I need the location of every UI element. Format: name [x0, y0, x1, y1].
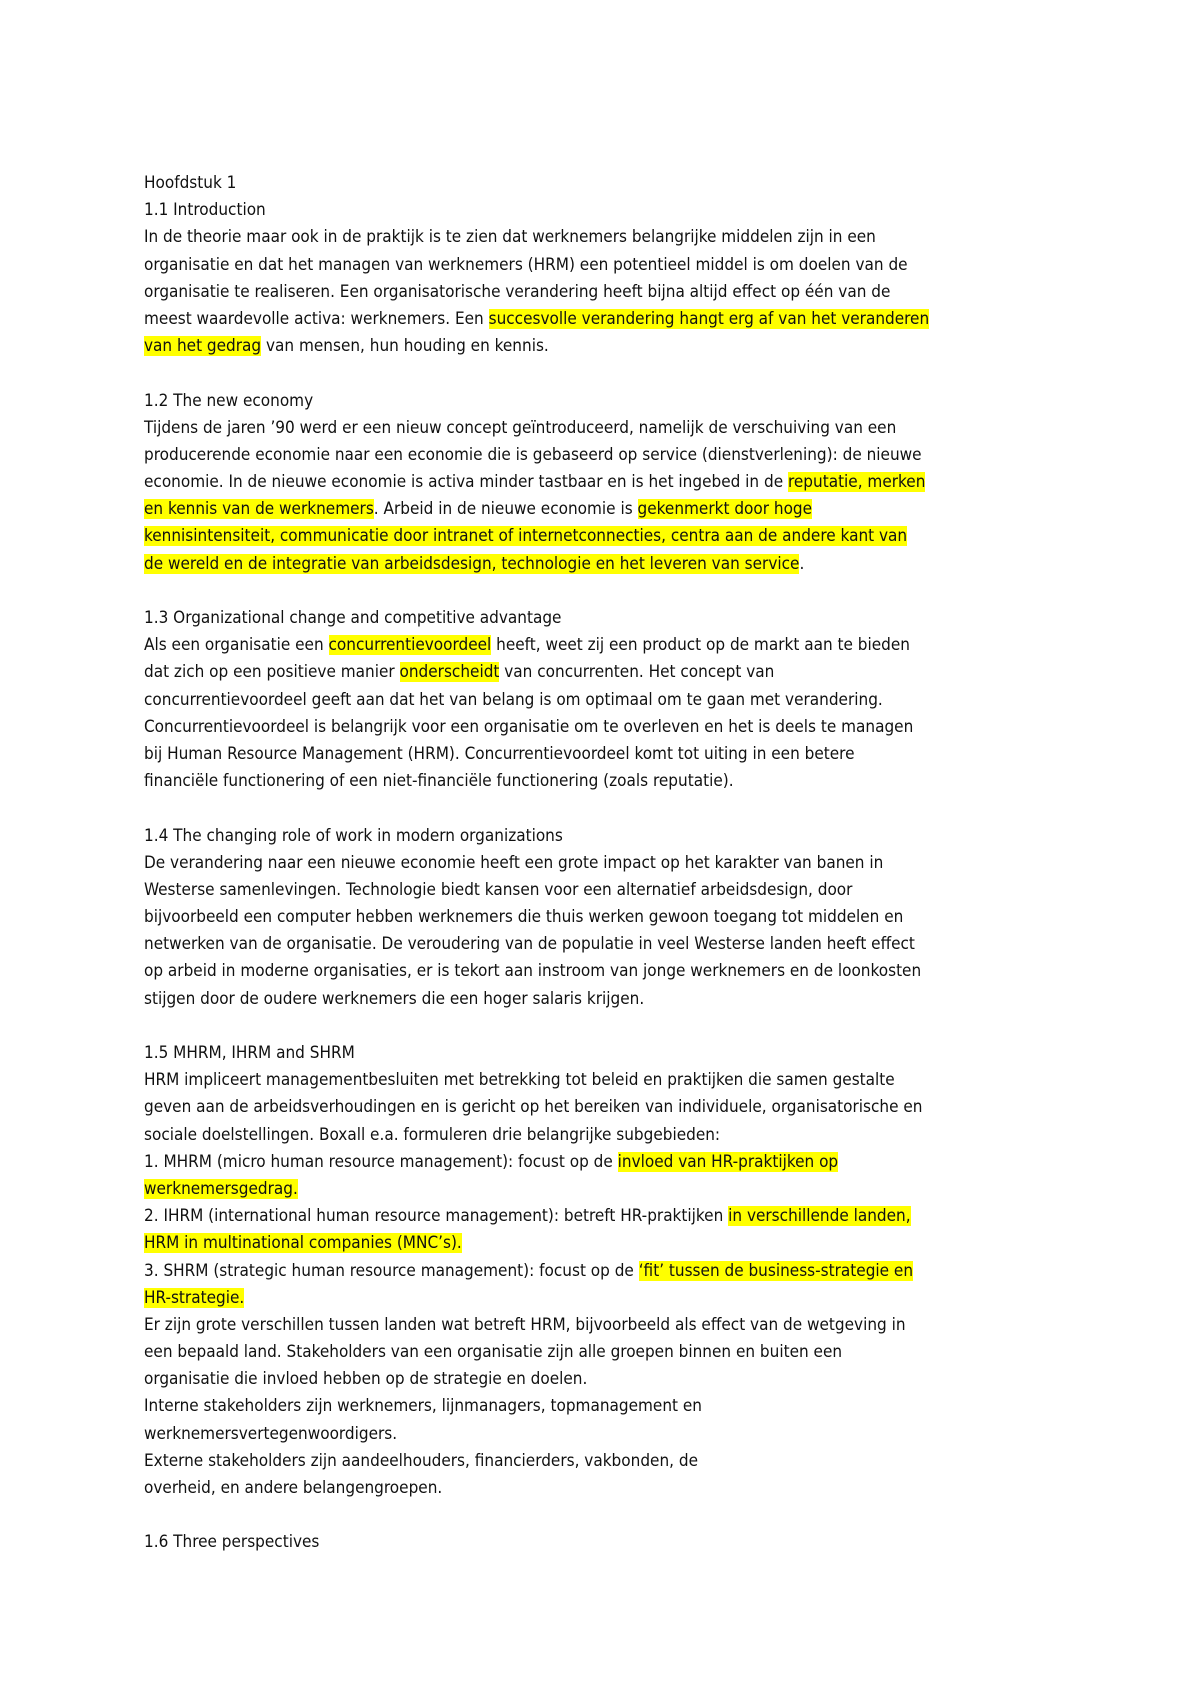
- highlighted-text: HR-strategie.: [144, 1287, 245, 1308]
- paragraph-line: [144, 1421, 1084, 1448]
- paragraph-spacer: [144, 1502, 1084, 1529]
- paragraph-spacer: [144, 578, 1084, 605]
- section-heading: 1.1 Introduction: [144, 200, 266, 221]
- body-text: Concurrentievoordeel is belangrijk voor een organisatie om te overleven en het is deels te managen: [144, 716, 914, 737]
- body-text: HRM impliceert managementbesluiten met betrekking tot beleid en praktijken die samen gestalte: [144, 1070, 895, 1091]
- paragraph-line: [144, 279, 1084, 306]
- paragraph-line: [144, 714, 1084, 741]
- body-text: geven aan de arbeidsverhoudingen en is gericht op het bereiken van individuele, organisatorische en: [144, 1097, 923, 1118]
- paragraph-line: [144, 986, 1084, 1013]
- paragraph-line: [144, 1203, 1084, 1230]
- body-text: stijgen door de oudere werknemers die een hoger salaris krijgen.: [144, 988, 645, 1009]
- body-text: bij Human Resource Management (HRM). Concurrentievoordeel komt tot uiting in een betere: [144, 743, 855, 764]
- paragraph-line: [144, 1393, 1084, 1420]
- paragraph-line: [144, 877, 1084, 904]
- highlighted-text: reputatie, merken: [787, 472, 926, 493]
- paragraph-line: [144, 415, 1084, 442]
- paragraph-line: [144, 687, 1084, 714]
- paragraph-line: [144, 1258, 1084, 1285]
- highlighted-text: en kennis van de werknemers: [144, 499, 374, 520]
- body-text: dat zich op een positieve manier: [144, 662, 400, 683]
- body-text: Als een organisatie een: [144, 635, 329, 656]
- paragraph-line: [144, 1094, 1084, 1121]
- paragraph-line: [144, 306, 1084, 333]
- body-text: meest waardevolle activa: werknemers. Een: [144, 308, 489, 329]
- body-text: organisatie te realiseren. Een organisatorische verandering heeft bijna altijd effect op één van de: [144, 281, 891, 302]
- paragraph-line: [144, 333, 1084, 360]
- highlighted-text: in verschillende landen,: [728, 1206, 911, 1227]
- body-text: .: [799, 553, 805, 574]
- paragraph-line: [144, 1230, 1084, 1257]
- chapter-title: Hoofdstuk 1: [144, 173, 237, 193]
- highlighted-text: invloed van HR-praktijken op: [617, 1151, 839, 1172]
- highlighted-text: van het gedrag: [144, 336, 262, 357]
- highlighted-text: ‘fit’ tussen de business-strategie en: [638, 1260, 914, 1281]
- body-text: organisatie en dat het managen van werknemers (HRM) een potentieel middel is om doelen van de: [144, 254, 908, 275]
- paragraph-line: [144, 1149, 1084, 1176]
- body-text: op arbeid in moderne organisaties, er is tekort aan instroom van jonge werknemers en de loonkosten: [144, 961, 922, 982]
- highlighted-text: concurrentievoordeel: [328, 635, 492, 656]
- highlighted-text: gekenmerkt door hoge: [637, 499, 813, 520]
- highlighted-text: werknemersgedrag.: [144, 1178, 298, 1199]
- paragraph-line: [144, 1122, 1084, 1149]
- section-heading: 1.6 Three perspectives: [144, 1532, 320, 1553]
- body-text: heeft, weet zij een product op de markt aan te bieden: [491, 635, 910, 656]
- paragraph-line: [144, 496, 1084, 523]
- highlighted-text: HRM in multinational companies (MNC’s).: [144, 1233, 462, 1254]
- body-text: bijvoorbeeld een computer hebben werknemers die thuis werken gewoon toegang tot middelen en: [144, 907, 904, 928]
- paragraph-line: [144, 741, 1084, 768]
- paragraph-line: [144, 1067, 1084, 1094]
- paragraph-line: [144, 850, 1084, 877]
- body-text: Interne stakeholders zijn werknemers, lijnmanagers, topmanagement en: [144, 1396, 702, 1417]
- paragraph-line: [144, 1176, 1084, 1203]
- paragraph-line: [144, 224, 1084, 251]
- document-body: [144, 197, 1084, 1556]
- paragraph-line: [144, 1339, 1084, 1366]
- paragraph-line: [144, 931, 1084, 958]
- body-text: In de theorie maar ook in de praktijk is te zien dat werknemers belangrijke middelen zijn in een: [144, 227, 876, 248]
- body-text: sociale doelstellingen. Boxall e.a. formuleren drie belangrijke subgebieden:: [144, 1124, 721, 1145]
- body-text: 2. IHRM (international human resource management): betreft HR-praktijken: [144, 1206, 729, 1227]
- paragraph-line: [144, 252, 1084, 279]
- paragraph-line: [144, 1366, 1084, 1393]
- body-text: Externe stakeholders zijn aandeelhouders, financierders, vakbonden, de: [144, 1450, 698, 1471]
- body-text: netwerken van de organisatie. De veroudering van de populatie in veel Westerse landen heeft effect: [144, 934, 915, 955]
- body-text: organisatie die invloed hebben op de strategie en doelen.: [144, 1369, 588, 1390]
- body-text: overheid, en andere belangengroepen.: [144, 1478, 443, 1498]
- paragraph-line: [144, 904, 1084, 931]
- body-text: financiële functionering of een niet-financiële functionering (zoals reputatie).: [144, 771, 734, 792]
- paragraph-line: [144, 768, 1084, 795]
- body-text: werknemersvertegenwoordigers.: [144, 1423, 398, 1444]
- body-text: van mensen, hun houding en kennis.: [261, 336, 549, 357]
- paragraph-line: [144, 442, 1084, 469]
- paragraph-line: [144, 469, 1084, 496]
- section-heading: 1.3 Organizational change and competitive advantage: [144, 608, 562, 628]
- paragraph-line: [144, 1312, 1084, 1339]
- body-text: De verandering naar een nieuwe economie heeft een grote impact op het karakter van banen in: [144, 852, 884, 873]
- body-text: Er zijn grote verschillen tussen landen wat betreft HRM, bijvoorbeeld als effect van de wetgeving in: [144, 1314, 906, 1335]
- body-text: producerende economie naar een economie die is gebaseerd op service (dienstverlening): de nieuwe: [144, 444, 922, 465]
- paragraph-line: [144, 958, 1084, 985]
- section-heading: 1.5 MHRM, IHRM and SHRM: [144, 1043, 355, 1063]
- highlighted-text: de wereld en de integratie van arbeidsdesign, technologie en het leveren van service: [144, 553, 800, 574]
- paragraph-line: [144, 551, 1084, 578]
- paragraph-line: [144, 523, 1084, 550]
- body-text: van concurrenten. Het concept van: [499, 662, 775, 683]
- section-heading: 1.2 The new economy: [144, 390, 314, 411]
- highlighted-text: kennisintensiteit, communicatie door intranet of internetconnecties, centra aan de andere kant van: [144, 526, 908, 547]
- paragraph-line: [144, 1448, 1084, 1475]
- paragraph-line: [144, 659, 1084, 686]
- document-page: [144, 170, 1084, 1557]
- body-text: concurrentievoordeel geeft aan dat het van belang is om optimaal om te gaan met verandering.: [144, 689, 883, 710]
- paragraph-spacer: [144, 1013, 1084, 1040]
- paragraph-line: [144, 1285, 1084, 1312]
- paragraph-spacer: [144, 360, 1084, 387]
- body-text: een bepaald land. Stakeholders van een organisatie zijn alle groepen binnen en buiten een: [144, 1342, 843, 1363]
- highlighted-text: onderscheidt: [399, 662, 500, 683]
- body-text: . Arbeid in de nieuwe economie is: [373, 499, 638, 520]
- paragraph-line: [144, 1475, 1084, 1502]
- highlighted-text: succesvolle verandering hangt erg af van het veranderen: [488, 308, 930, 329]
- body-text: economie. In de nieuwe economie is activa minder tastbaar en is het ingebed in de: [144, 472, 788, 493]
- body-text: 3. SHRM (strategic human resource management): focust op de: [144, 1260, 639, 1281]
- paragraph-line: [144, 632, 1084, 659]
- body-text: Tijdens de jaren ’90 werd er een nieuw concept geïntroduceerd, namelijk de verschuiving van een: [144, 417, 897, 438]
- body-text: 1. MHRM (micro human resource management): focust op de: [144, 1151, 618, 1172]
- body-text: Westerse samenlevingen. Technologie biedt kansen voor een alternatief arbeidsdesign, door: [144, 879, 853, 900]
- paragraph-spacer: [144, 795, 1084, 822]
- section-heading: 1.4 The changing role of work in modern organizations: [144, 825, 563, 846]
